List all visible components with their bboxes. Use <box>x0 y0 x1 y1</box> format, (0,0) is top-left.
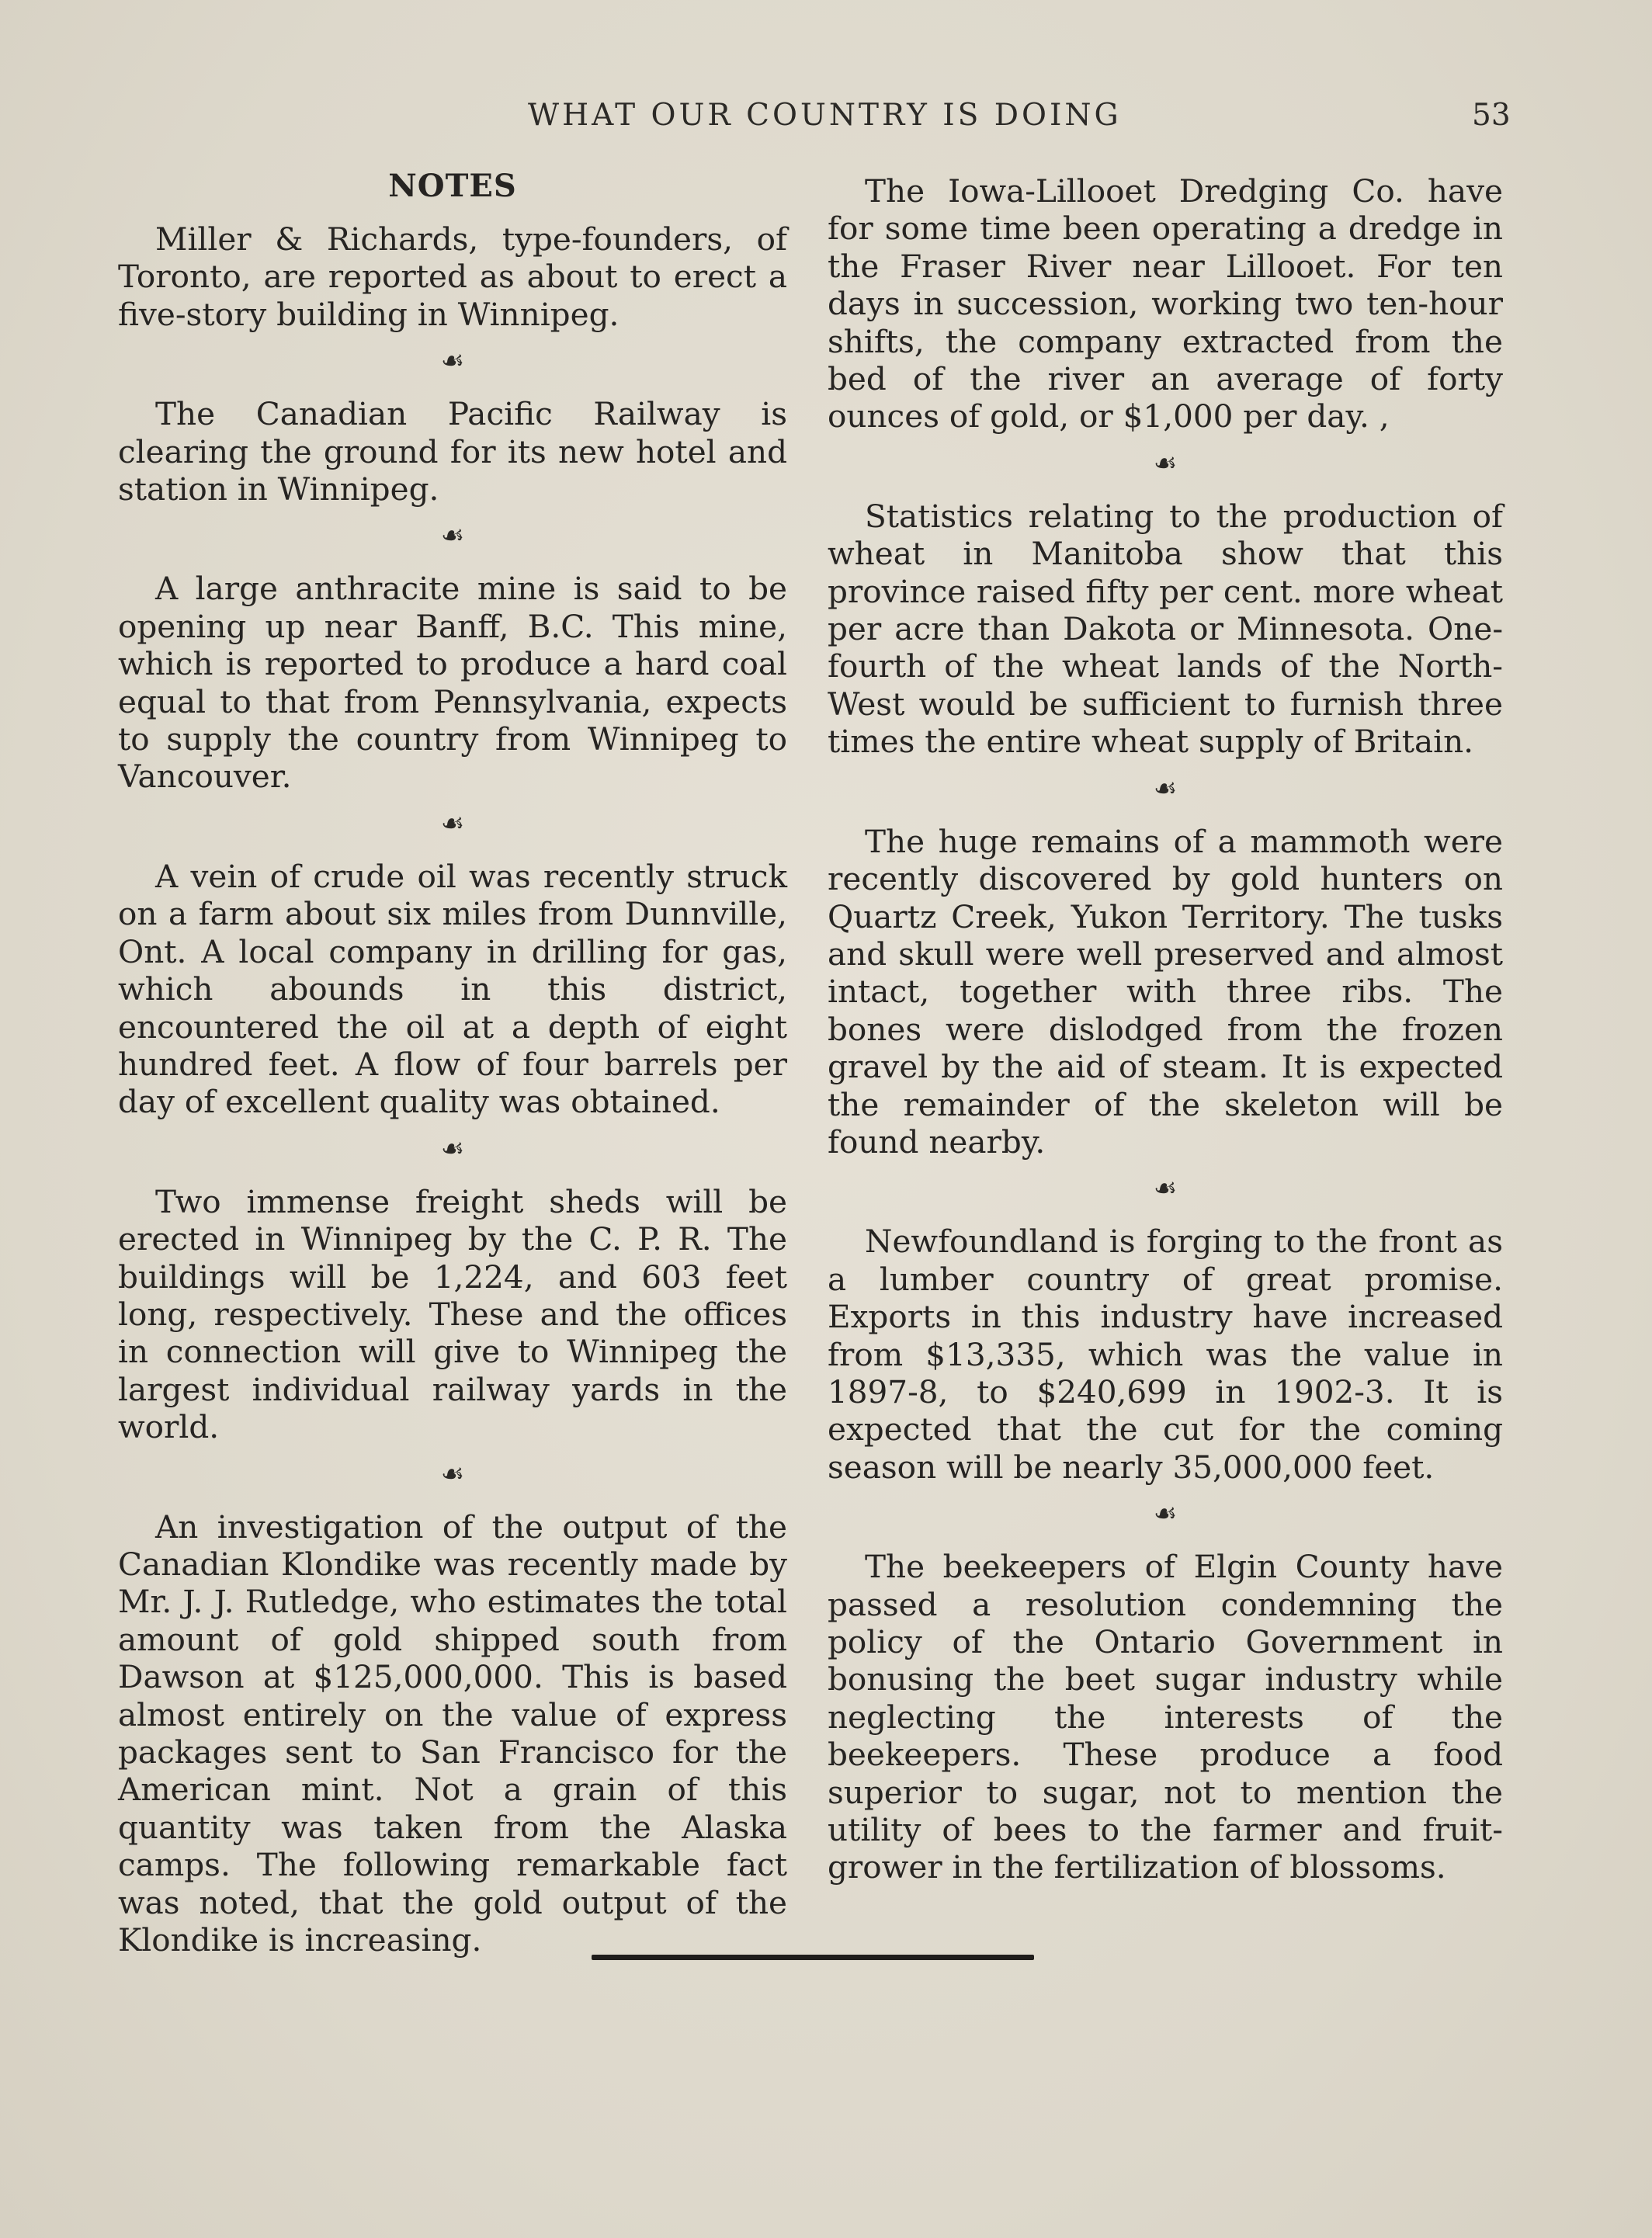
section-heading: NOTES <box>388 168 517 204</box>
note-paragraph: A large anthracite mine is said to be opening up near Banff, B.C. This mine, which is reported to produce a hard coal equal to that from Pennsylvania, expects to supply the country from Winnipeg to Vancouver. <box>118 570 787 796</box>
fleuron-ornament-icon: ☙ <box>1153 1173 1178 1205</box>
fleuron-ornament-icon: ☙ <box>1153 447 1178 479</box>
right-column <box>828 172 1503 1886</box>
fleuron-ornament-icon: ☙ <box>440 520 465 552</box>
page-number: 53 <box>1472 98 1511 133</box>
note-paragraph: Newfoundland is forging to the front as a lumber country of great promise. Exports in this industry have increased from $13,335, which was the value in 1897-8, to $240,699 in 1902-3. It is expected that the cut for the coming season will be nearly 35,000,000 feet. <box>828 1223 1503 1486</box>
fleuron-ornament-icon: ☙ <box>440 345 465 377</box>
note-paragraph: An investigation of the output of the Canadian Klondike was recently made by Mr. J. J. Rutledge, who estimates the total amount of gold shipped south from Dawson at $125,000,000. This is based almost entirely on the value of express packages sent to San Francisco for the American mint. Not a grain of this quantity was taken from the Alaska camps. The following remarkable fact was noted, that the gold output of the Klondike is increasing. <box>118 1508 787 1959</box>
note-paragraph: Miller & Richards, type-founders, of Toronto, are reported as about to erect a five-story building in Winnipeg. <box>118 220 787 333</box>
running-head <box>0 98 1652 137</box>
fleuron-ornament-icon: ☙ <box>440 1458 465 1490</box>
note-paragraph: A vein of crude oil was recently struck on a farm about six miles from Dunnville, Ont. A local company in drilling for gas, which abounds in this district, encountered the oil at a depth of eight hundred feet. A flow of four barrels per day of excellent quality was obtained. <box>118 857 787 1121</box>
note-paragraph: The beekeepers of Elgin County have passed a resolution condemning the policy of the Ontario Government in bonusing the beet sugar industry while neglecting the interests of the beekeepers. These produce a food superior to sugar, not to mention the utility of bees to the farmer and fruit-grower in the fertilization of blossoms. <box>828 1548 1503 1886</box>
closing-rule <box>592 1955 1034 1960</box>
note-paragraph: The Iowa-Lillooet Dredging Co. have for some time been operating a dredge in the Fraser River near Lillooet. For ten days in succession, working two ten-hour shifts, the company extracted from the bed of the river an average of forty ounces of gold, or $1,000 per day. , <box>828 172 1503 435</box>
fleuron-ornament-icon: ☙ <box>1153 1498 1178 1530</box>
note-paragraph: Two immense freight sheds will be erected in Winnipeg by the C. P. R. The buildings will be 1,224, and 603 feet long, respectively. These and the offices in connection will give to Winnipeg the largest individual railway yards in the world. <box>118 1182 787 1446</box>
left-column <box>118 166 787 1959</box>
fleuron-ornament-icon: ☙ <box>440 807 465 839</box>
fleuron-ornament-icon: ☙ <box>1153 772 1178 804</box>
note-paragraph: Statistics relating to the production of wheat in Manitoba show that this province raised fifty per cent. more wheat per acre than Dakota or Minnesota. One-fourth of the wheat lands of the North-West would be sufficient to furnish three times the entire wheat supply of Britain. <box>828 497 1503 761</box>
note-paragraph: The Canadian Pacific Railway is clearing the ground for its new hotel and station in Winnipeg. <box>118 395 787 508</box>
running-title: WHAT OUR COUNTRY IS DOING <box>528 98 1122 133</box>
note-paragraph: The huge remains of a mammoth were recently discovered by gold hunters on Quartz Creek, Yukon Territory. The tusks and skull were well preserved and almost intact, together with three ribs. The bones were dislodged from the frozen gravel by the aid of steam. It is expected the remainder of the skeleton will be found nearby. <box>828 822 1503 1161</box>
fleuron-ornament-icon: ☙ <box>440 1133 465 1164</box>
